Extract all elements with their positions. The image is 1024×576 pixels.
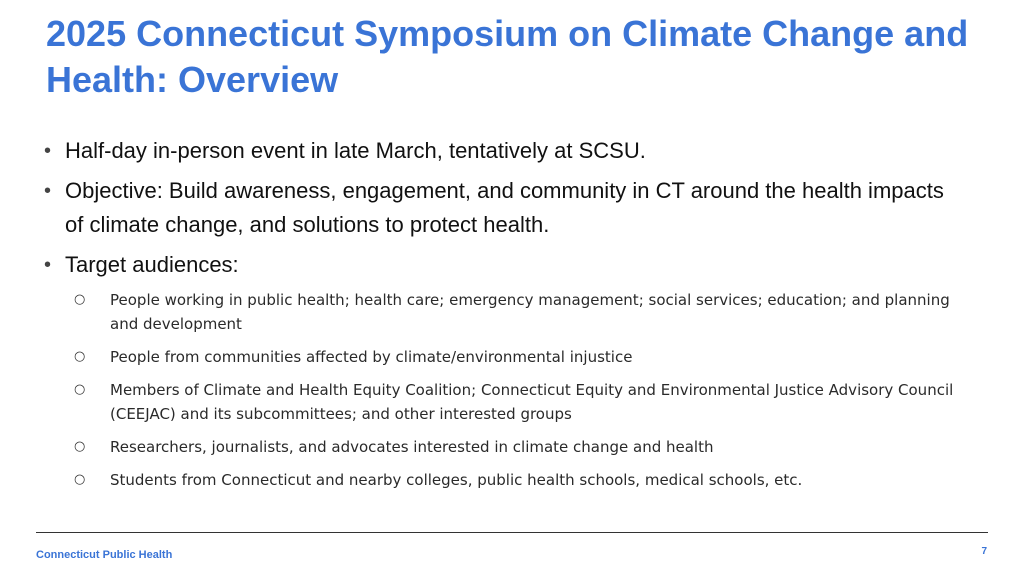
footer-organization: Connecticut Public Health <box>36 549 173 561</box>
sub-bullet-item <box>44 288 984 336</box>
sub-bullet-item <box>44 345 984 369</box>
bullet-text: Half-day in-person event in late March, tentatively at SCSU. <box>65 138 646 163</box>
sub-bullet-item <box>44 468 984 492</box>
sub-bullet-text: People from communities affected by climate/environmental injustice <box>110 348 633 366</box>
sub-bullet-text: Members of Climate and Health Equity Coalition; Connecticut Equity and Environmental Justice Advisory Council (CEEJAC) and its subcommittees; and other interested groups <box>110 381 954 423</box>
bullet-item <box>44 134 984 168</box>
slide-title: 2025 Connecticut Symposium on Climate Change and Health: Overview <box>46 13 969 100</box>
sub-bullet-marker: ○ <box>74 439 86 454</box>
sub-bullet-marker: ○ <box>74 349 86 364</box>
sub-bullet-item <box>44 435 984 459</box>
target-audiences-list <box>44 288 984 492</box>
bullet-text: Target audiences: <box>65 252 239 277</box>
sub-bullet-marker: ○ <box>74 382 86 397</box>
bullet-marker: • <box>44 140 52 162</box>
footer-divider <box>36 532 988 533</box>
page-number: 7 <box>981 546 987 557</box>
sub-bullet-item <box>44 378 984 426</box>
bullet-item <box>44 248 984 282</box>
sub-bullet-text: Researchers, journalists, and advocates interested in climate change and health <box>110 438 714 456</box>
sub-bullet-marker: ○ <box>74 292 86 307</box>
bullet-text: Objective: Build awareness, engagement, and community in CT around the health impacts of climate change, and solutions to protect health. <box>65 178 944 237</box>
sub-bullet-marker: ○ <box>74 472 86 487</box>
sub-bullet-text: People working in public health; health care; emergency management; social services; education; and planning and development <box>110 291 950 333</box>
sub-bullet-text: Students from Connecticut and nearby colleges, public health schools, medical schools, etc. <box>110 471 803 489</box>
bullet-marker: • <box>44 180 52 202</box>
bullet-item <box>44 174 984 242</box>
bullet-marker: • <box>44 254 52 276</box>
slide-content <box>44 134 984 501</box>
